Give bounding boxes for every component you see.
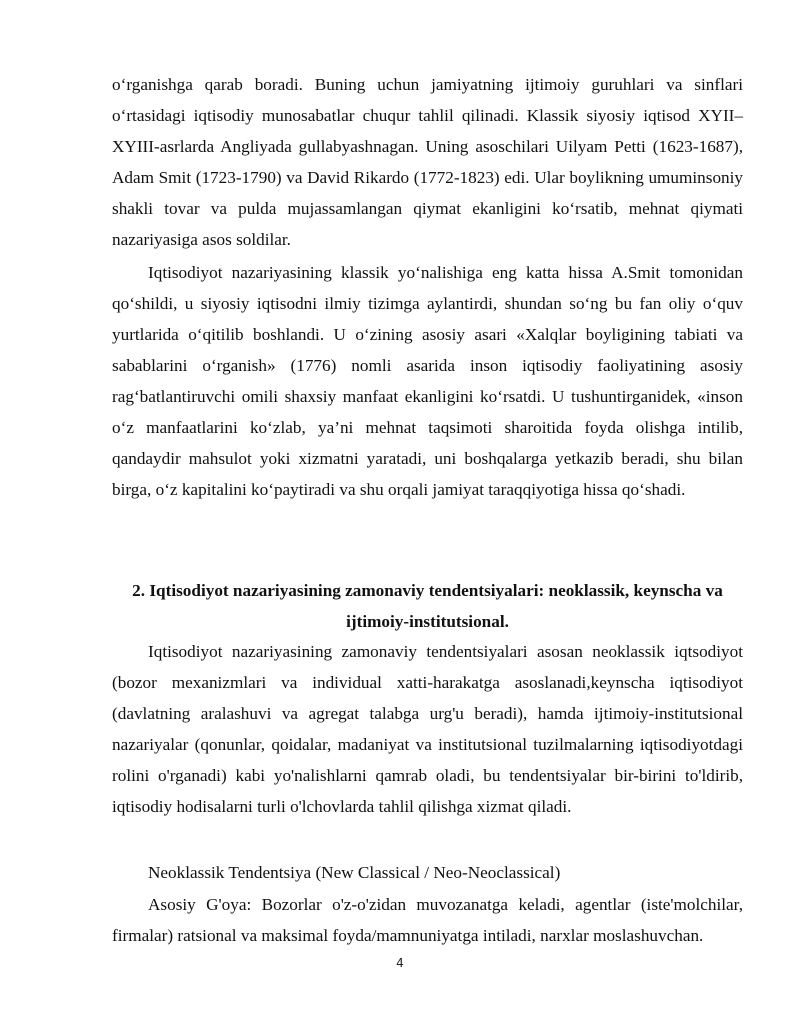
paragraph-classical-political-economy: o‘rganishga qarab boradi. Buning uchun jamiyatning ijtimoiy guruhlari va sinflari o‘rtasidagi iqtisodiy munosabatlar chuqur tahlil qilinadi. Klassik siyosiy iqtisod XYII–XYIII-asrlarda Angliyada gullabyashnagan. Uning asoschilari Uilyam Petti (1623-1687), Adam Smit (1723-1790) va David Rikardo (1772-1823) edi. Ular boylikning umuminsoniy shakli tovar va pulda mujassamlangan qiymat ekanligini ko‘rsatib, mehnat qiymati nazariyasiga asos soldilar. [112,75,743,249]
paragraph-modern-tendencies: Iqtisodiyot nazariyasining zamonaviy tendentsiyalari asosan neoklassik iqtsodiyot (bozor mexanizmlari va individual xatti-harakatga asoslanadi,keynscha iqtisodiyot (davlatning aralashuvi va agregat talabga urg'u beradi), hamda ijtimoiy-institutsional nazariyalar (qonunlar, qoidalar, madaniyat va institutsional tuzilmalarning iqtisodiyotdagi rolini o'rganadi) kabi yo'nalishlarni qamrab oladi, bu tendentsiyalar bir-birini to'ldirib, iqtisodiy hodisalarni turli o'lchovlarda tahlil qilishga xizmat qiladi. [112,642,743,816]
page-number: 4 [396,956,404,970]
paragraph-adam-smith: Iqtisodiyot nazariyasining klassik yo‘nalishiga eng katta hissa A.Smit tomonidan qo‘shildi, u siyosiy iqtisodni ilmiy tizimga aylantirdi, shundan so‘ng bu fan oliy o‘quv yurtlarida o‘qitilib boshlandi. U o‘zining asosiy asari «Xalqlar boyligining tabiati va sabablarini o‘rganish» (1776) nomli asarida inson iqtisodiy faoliyatining asosiy rag‘batlantiruvchi omili shaxsiy manfaat ekanligini ko‘rsatdi. U tushuntirganidek, «inson o‘z manfaatlarini ko‘zlab, ya’ni mehnat taqsimoti sharoitida foyda olishga intilib, qandaydir mahsulot yoki xizmatni yaratadi, uni boshqalarga yetkazib beradi, shu bilan birga, o‘z kapitalini ko‘paytiradi va shu orqali jamiyat taraqqiyotiga hissa qo‘shadi. [112,263,743,499]
neoclassical-tendency-line: Neoklassik Tendentsiya (New Classical / Neo-Neoclassical) [148,863,561,882]
section-heading: 2. Iqtisodiyot nazariyasining zamonaviy tendentsiyalari: neoklassik, keynscha va ijtimoiy-institutsional. [132,581,723,631]
main-idea-line: Asosiy G'oya: Bozorlar o'z-o'zidan muvozanatga keladi, agentlar (iste'molchilar, firmalar) ratsional va maksimal foyda/mamnuniyatga intiladi, narxlar moslashuvchan. [112,895,743,945]
